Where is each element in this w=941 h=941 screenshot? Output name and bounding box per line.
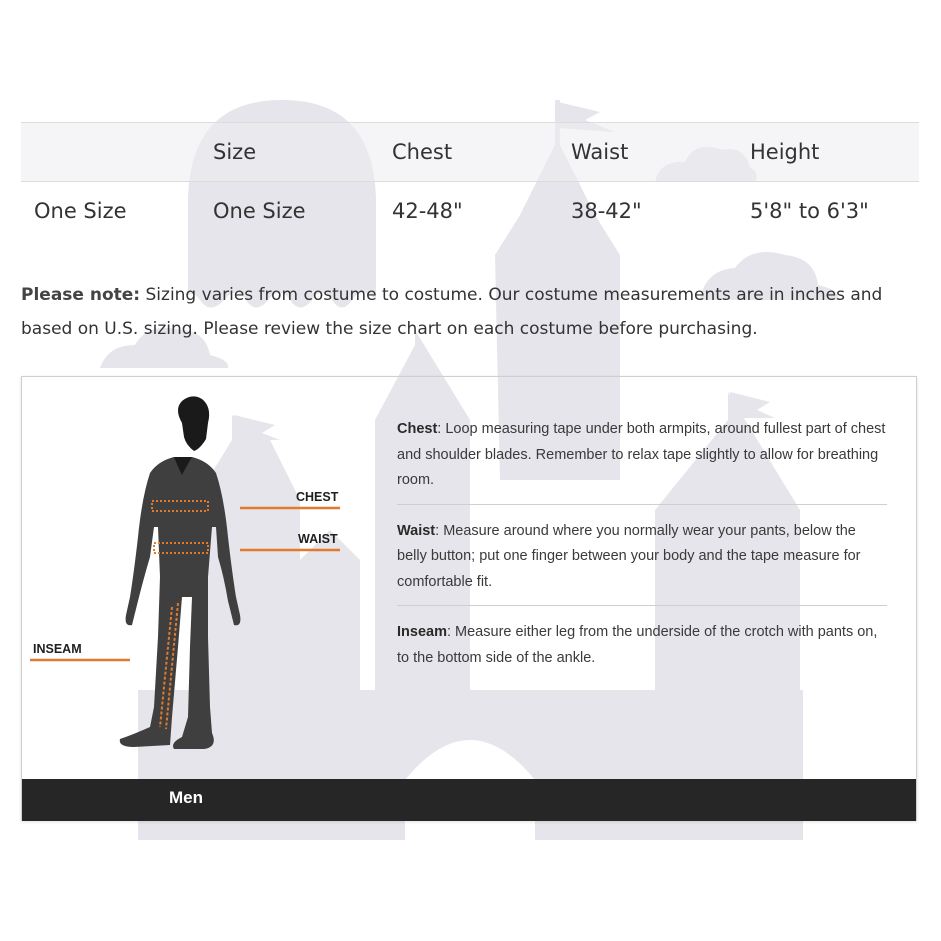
inseam-label: INSEAM [33, 642, 82, 656]
inseam-text: : Measure either leg from the underside of the crotch with pants on, to the bottom side of the ankle. [397, 624, 878, 666]
size-table-cell-waist: 38-42" [571, 199, 642, 223]
size-table-header-waist: Waist [571, 140, 629, 164]
inseam-term: Inseam [397, 624, 447, 640]
gender-footer-bar [22, 779, 916, 821]
person-silhouette-icon [120, 396, 241, 749]
chest-label: CHEST [296, 490, 339, 504]
measurement-chart [21, 376, 917, 821]
body-silhouette-figure [22, 377, 382, 779]
waist-label: WAIST [298, 532, 338, 546]
size-table-cell-height: 5'8" to 6'3" [750, 199, 869, 223]
measurement-descriptions [397, 417, 887, 695]
waist-description [397, 519, 887, 607]
size-table-cell-chest: 42-48" [392, 199, 463, 223]
chest-text: : Loop measuring tape under both armpits, around fullest part of chest and shoulder blades. Remember to relax tape slightly to allow for breathing room. [397, 421, 886, 488]
sizing-note-label: Please note: [21, 285, 141, 305]
sizing-note-text: Sizing varies from costume to costume. Our costume measurements are in inches and based on U.S. sizing. Please review the size chart on each costume before purchasing. [21, 285, 883, 339]
size-table-header-height: Height [750, 140, 820, 164]
waist-term: Waist [397, 522, 436, 539]
inseam-description [397, 620, 887, 681]
chest-description [397, 417, 887, 505]
size-table-header-chest: Chest [392, 140, 453, 164]
sizing-note [21, 278, 921, 346]
chest-term: Chest [397, 421, 438, 437]
size-table-cell-size: One Size [213, 199, 306, 223]
gender-label: Men [169, 788, 203, 807]
size-table [21, 122, 919, 240]
waist-text: : Measure around where you normally wear your pants, below the belly button; put one finger between your body and the tape measure for comfortable fit. [397, 522, 861, 590]
size-table-cell-label: One Size [34, 199, 127, 223]
size-table-header-size: Size [213, 140, 257, 164]
size-table-header-row [21, 122, 919, 182]
table-row [21, 182, 919, 240]
